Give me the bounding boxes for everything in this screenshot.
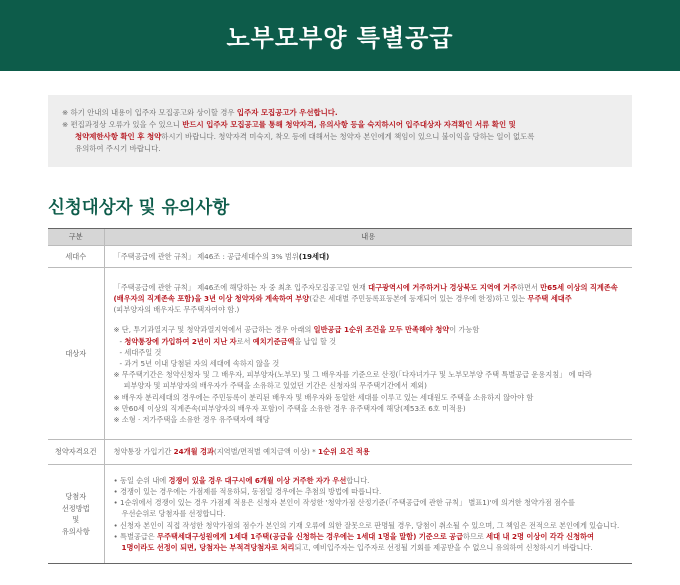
content-line: ※ 소형 · 저가주택을 소유한 경우 유주택자에 해당	[113, 415, 270, 425]
notice-highlight: 입주자 모집공고가 우선합니다.	[236, 108, 338, 117]
row-label-eligible: 대상자	[48, 268, 104, 440]
label-line: 유의사항	[61, 526, 90, 536]
page-header	[0, 0, 680, 71]
content-line: • 신청자 본인이 직접 작성한 청약가점의 점수가 본인의 기재 오류에 의한 잘못으로 판명될 경우, 당첨이 취소될 수 있으며, 그 책임은 전적으로 본인에게 있습니다.	[113, 520, 620, 530]
content-line: ※ 만60세 이상의 직계존속(피부양자의 배우자 포함)이 주택을 소유한 경우 유주택자에 해당(제53조 6호 미적용)	[113, 403, 466, 413]
notice-line	[62, 119, 618, 131]
cell-highlight: 만65세 이상의 직계존속	[540, 282, 618, 292]
cell-text: 을 납입 할 것	[294, 336, 337, 346]
page-title: 노부모부양 특별공급	[226, 24, 454, 52]
row-content-households	[104, 246, 632, 268]
cell-highlight: 대구광역시에 거주하거나 경상북도 지역에 거주	[368, 282, 518, 292]
table-row	[48, 440, 632, 465]
row-label-requirement: 청약자격요건	[48, 440, 104, 465]
row-content-eligible	[104, 268, 632, 440]
cell-text: 되고, 예비입주자는 입주자로 선정될 기회를 제공받을 수 없으니 유의하여 신청하시기 바랍니다.	[294, 543, 593, 552]
cell-text: 청약통장 가입기간	[113, 447, 174, 457]
content-line: • 경쟁이 있는 경우에는 가점제를 적용하되, 동점일 경우에는 추첨의 방법에 따릅니다.	[113, 486, 382, 496]
content-line: • 1순위에서 경쟁이 있는 경우 가점제 적용은 신청자 본인이 작성한 '청약가점 산정기준(「주택공급에 관한 규칙」 별표1)'에 의거한 청약가점 점수를	[113, 498, 575, 508]
cell-text: -	[119, 336, 125, 346]
content-line: (피부양자의 배우자도 무주택자여야 함.)	[113, 305, 240, 315]
cell-text: (지역별/면적별 예치금액 이상) *	[213, 447, 318, 457]
table-header-row	[48, 229, 632, 246]
table-row	[48, 465, 632, 564]
spacer	[114, 315, 624, 324]
column-header-category: 구분	[48, 229, 104, 246]
cell-highlight: 청약통장에 가입하여 2년이 지난 자	[124, 336, 237, 346]
table-row	[48, 268, 632, 440]
content-line	[114, 542, 624, 553]
content-line: - 세대주일 것	[119, 347, 162, 357]
row-content-selection	[104, 465, 632, 564]
cell-text: • 동일 순위 내에	[113, 475, 169, 485]
notice-text: 하시기 바랍니다. 청약자격 미숙지, 착오 등에 대해서는 청약자 본인에게 책임이 있으니 불이익을 당하는 일이 없도록	[161, 132, 535, 141]
notice-text: ※ 하기 안내의 내용이 입주자 모집공고와 상이할 경우	[62, 108, 237, 117]
table-row	[48, 246, 632, 268]
content-line	[114, 324, 624, 335]
content-line: 피부양자 및 피부양자의 배우자가 주택을 소유하고 있었던 기간은 신청자의 무주택기간에서 제외)	[123, 381, 427, 391]
cell-text: ※ 단, 투기과열지구 및 청약과열지역에서 공급하는 경우 아래의	[113, 325, 314, 335]
notice-line	[62, 131, 618, 143]
cell-text: 이 가능함	[449, 325, 480, 335]
notice-text: ※ 편집과정상 오류가 있을 수 있으니	[62, 120, 183, 129]
label-line: 당첨자	[65, 492, 87, 501]
content-line: 우선순위로 당첨자를 선정합니다.	[121, 509, 226, 519]
cell-highlight: (배우자의 직계존속 포함)을 3년 이상 청약자와 계속하여 부양	[113, 293, 310, 303]
cell-text: 합니다.	[346, 475, 370, 485]
label-line: 및	[72, 515, 80, 524]
row-label-selection	[48, 465, 104, 564]
cell-text: 「주택공급에 관한 규칙」 제46조 : 공급세대수의 3% 범위	[113, 251, 299, 261]
cell-highlight: 세대 내 2명 이상이 각각 신청하여	[486, 531, 594, 541]
notice-highlight: 청약제한사항 확인 후 청약	[75, 132, 162, 141]
cell-highlight: 무주택 세대주	[527, 293, 572, 303]
notice-box	[48, 95, 632, 167]
eligibility-table	[48, 228, 632, 564]
cell-highlight: 1순위 요건 적용	[318, 447, 370, 457]
cell-text: 하므로	[463, 531, 487, 541]
content-line	[114, 336, 624, 347]
cell-text: 로서	[236, 336, 253, 346]
cell-highlight: 경쟁이 있을 경우 대구시에 6개월 이상 거주한 자가 우선	[168, 475, 347, 485]
content-line	[114, 475, 624, 486]
label-line: 선정방법	[61, 503, 90, 513]
notice-line	[62, 107, 618, 119]
content-line	[114, 293, 624, 304]
content-line: - 과거 5년 이내 당첨된 자의 세대에 속하지 않을 것	[119, 359, 280, 368]
column-header-content: 내용	[104, 229, 632, 246]
notice-highlight: 반드시 입주자 모집공고를 통해 청약자격, 유의사항 등을 숙지하시어 입주대상자 자격확인 서류 확인 및	[182, 120, 516, 129]
content-line	[114, 282, 624, 293]
notice-line: 유의하여 주시기 바랍니다.	[75, 144, 161, 153]
cell-highlight: 예치기준금액	[252, 336, 295, 346]
section-title: 신청대상자 및 유의사항	[48, 198, 230, 218]
content-line: ※ 무주택기간은 청약신청자 및 그 배우자, 피부양자(노부모) 및 그 배우자를 기준으로 산정(「다자녀가구 및 노부모부양 주택 특별공급 운용지침」 에 따라	[113, 370, 592, 380]
cell-highlight: 1명이라도 선정이 되면, 당첨자는 부적격당첨자로 처리	[121, 543, 295, 552]
content-line: ※ 배우자 분리세대의 경우에는 주민등록이 분리된 배우자 및 배우자와 동일한 세대를 이루고 있는 세대원도 주택을 소유하지 않아야 함	[113, 392, 534, 402]
cell-highlight: 일반공급 1순위 조건을 모두 만족해야 청약	[313, 325, 450, 335]
cell-highlight: 24개월 경과	[173, 447, 214, 457]
cell-text: • 특별공급은	[113, 531, 158, 541]
row-content-requirement	[104, 440, 632, 465]
content-line	[114, 531, 624, 542]
cell-text: 「주택공급에 관한 규칙」 제46조에 해당하는 자 중 최초 입주자모집공고일 현재	[113, 282, 369, 292]
cell-text: 하면서	[517, 282, 541, 292]
cell-highlight: 무주택세대구성원에게 1세대 1주택(공급을 신청하는 경우에는 1세대 1명을 말함) 기준으로 공급	[157, 531, 464, 541]
cell-text: (같은 세대별 주민등록표등본에 등재되어 있는 경우에 한정)하고 있는	[309, 293, 528, 303]
row-label-households: 세대수	[48, 246, 104, 268]
cell-highlight: (19세대)	[298, 251, 330, 261]
